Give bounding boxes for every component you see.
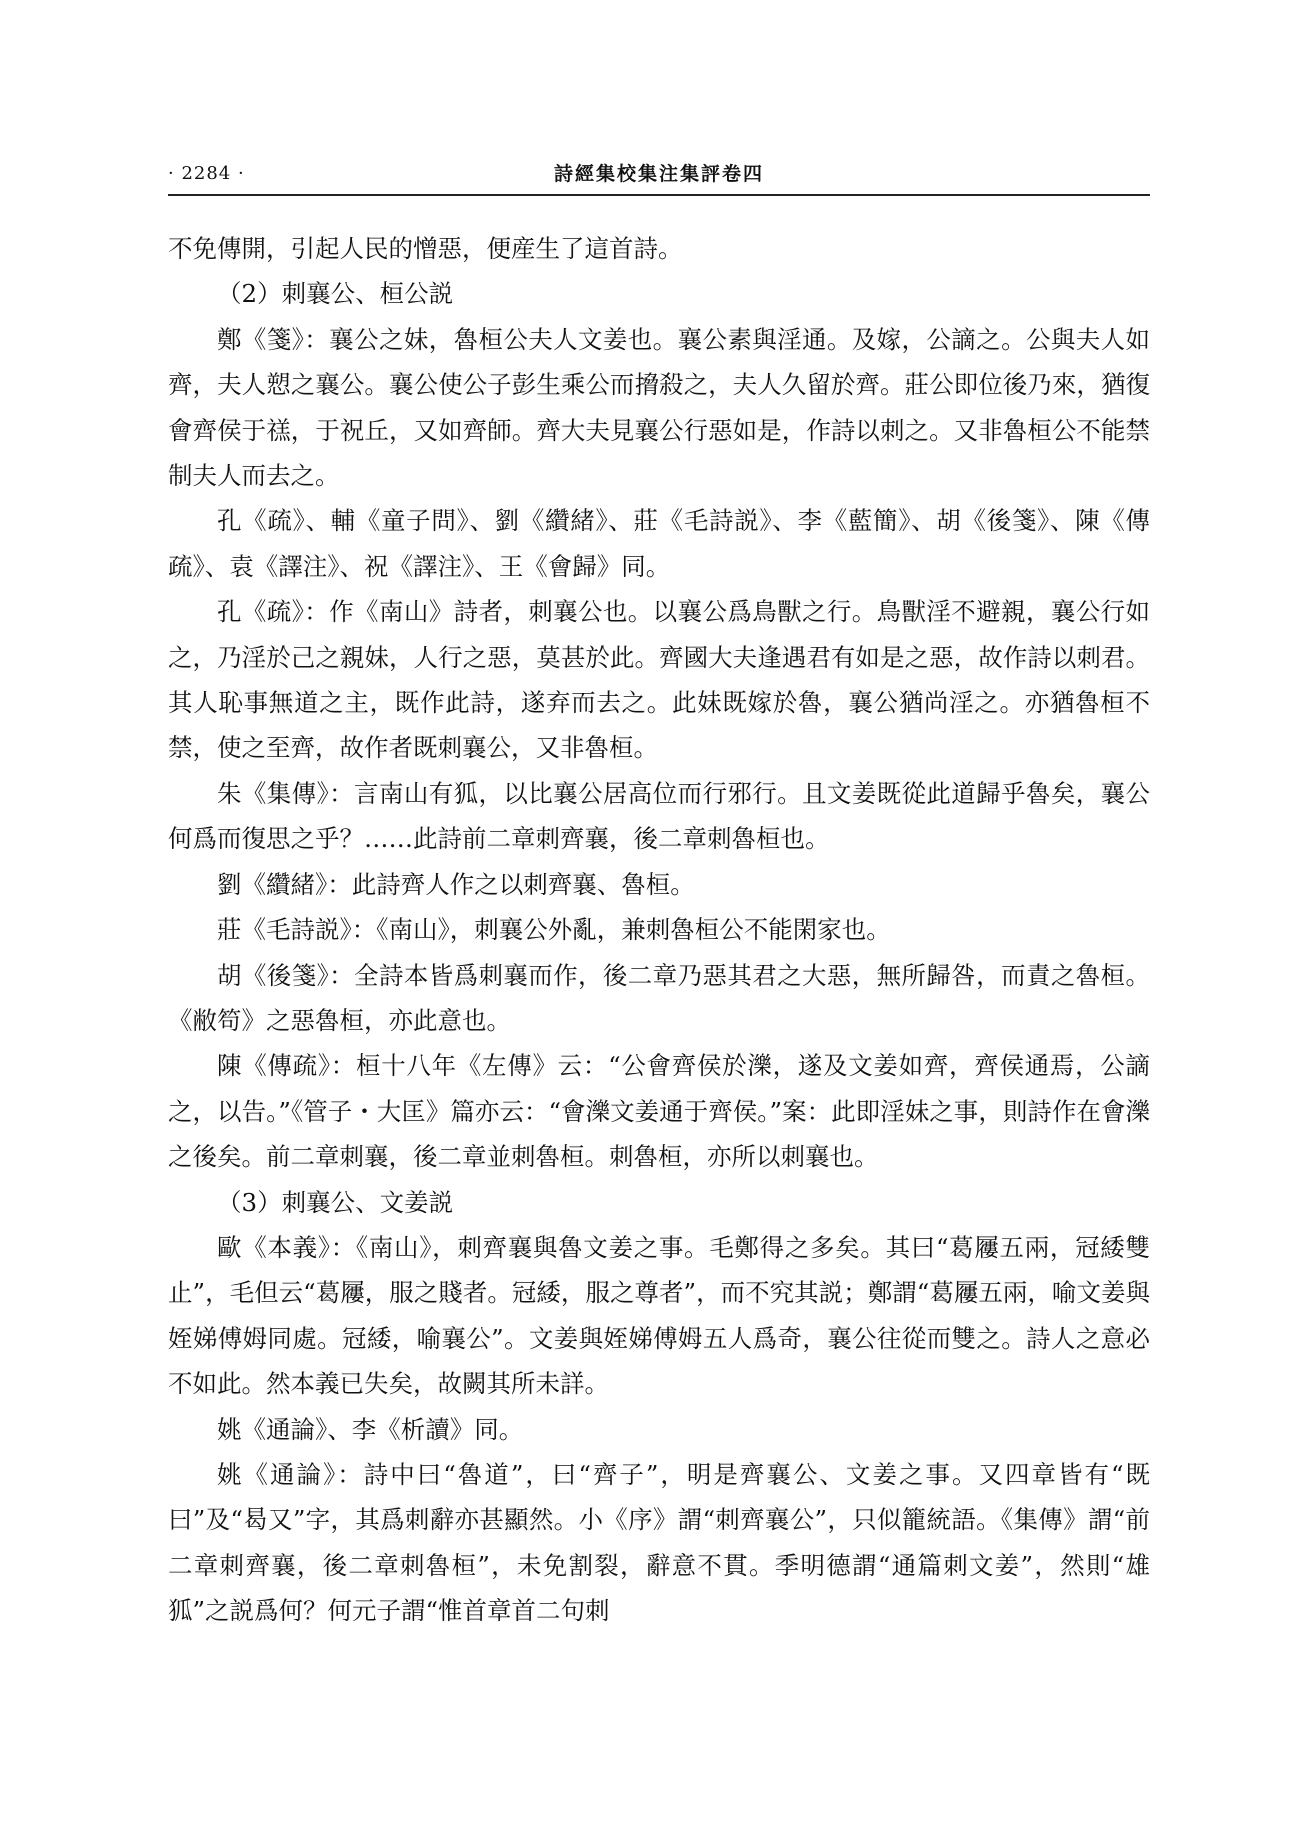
paragraph: 不免傳開，引起人民的憎惡，便産生了這首詩。 <box>168 234 683 263</box>
paragraph: 劉《纘緒》：此詩齊人作之以刺齊襄、魯桓。 <box>217 869 695 899</box>
paragraph: 孔《疏》、輔《童子問》、劉《纘緒》、莊《毛詩説》、李《藍簡》、胡《後箋》、陳《傳疏》、袁《譯注》、祝《譯注》、王《會歸》同。 <box>168 506 1150 581</box>
section-heading: （3）刺襄公、文姜説 <box>217 1187 454 1217</box>
body-text <box>168 226 1150 1634</box>
paragraph: 姚《通論》、李《析讀》同。 <box>217 1414 524 1444</box>
paragraph: 鄭《箋》：襄公之妹，魯桓公夫人文姜也。襄公素與淫通。及嫁，公謫之。公與夫人如齊，夫人愬之襄公。襄公使公子彭生乘公而搚殺之，夫人久留於齊。莊公即位後乃來，猶復會齊侯于禚，于祝丘，又如齊師。齊大夫見襄公行惡如是，作詩以刺之。又非魯桓公不能禁制夫人而去之。 <box>168 324 1150 491</box>
page-number: · 2284 · <box>168 163 245 184</box>
paragraph: 孔《疏》：作《南山》詩者，刺襄公也。以襄公爲鳥獸之行。鳥獸淫不避親，襄公行如之，乃淫於己之親妹，人行之惡，莫甚於此。齊國大夫逢遇君有如是之惡，故作詩以刺君。其人恥事無道之主，既作此詩，遂弃而去之。此妹既嫁於魯，襄公猶尚淫之。亦猶魯桓不禁，使之至齊，故作者既刺襄公，又非魯桓。 <box>168 597 1150 763</box>
paragraph: 胡《後箋》：全詩本皆爲刺襄而作，後二章乃惡其君之大惡，無所歸咎，而責之魯桓。《敝笱》之惡魯桓，亦此意也。 <box>168 960 1150 1035</box>
section-heading: （2）刺襄公、桓公説 <box>217 279 454 309</box>
header-rule <box>168 194 1150 196</box>
page-header <box>168 160 1150 196</box>
paragraph: 歐《本義》：《南山》，刺齊襄與魯文姜之事。毛鄭得之多矣。其曰“葛屨五兩，冠緌雙止”，毛但云“葛屨，服之賤者。冠緌，服之尊者”，而不究其説；鄭謂“葛屨五兩，喻文姜與姪娣傅姆同處。冠緌，喻襄公”。文姜與姪娣傅姆五人爲奇，襄公往從而雙之。詩人之意必不如此。然本義已失矣，故闕其所未詳。 <box>168 1232 1150 1399</box>
running-title: 詩經集校集注集評卷四 <box>553 163 764 185</box>
paragraph: 陳《傳疏》：桓十八年《左傳》云：“公會齊侯於濼，遂及文姜如齊，齊侯通焉，公謫之，以告。”《管子・大匡》篇亦云：“會濼文姜通于齊侯。”案：此即淫妹之事，則詩作在會濼之後矣。前二章刺襄，後二章並刺魯桓。刺魯桓，亦所以刺襄也。 <box>168 1051 1150 1172</box>
paragraph: 姚《通論》：詩中曰“魯道”，曰“齊子”，明是齊襄公、文姜之事。又四章皆有“既曰”及“曷又”字，其爲刺辭亦甚顯然。小《序》謂“刺齊襄公”，只似籠統語。《集傳》謂“前二章刺齊襄，後二章刺魯桓”，未免割裂，辭意不貫。季明德謂“通篇刺文姜”，然則“雄狐”之説爲何？何元子謂“惟首章首二句刺 <box>168 1459 1150 1626</box>
paragraph: 莊《毛詩説》：《南山》，刺襄公外亂，兼刺魯桓公不能閑家也。 <box>217 915 891 945</box>
paragraph: 朱《集傳》：言南山有狐，以比襄公居高位而行邪行。且文姜既從此道歸乎魯矣，襄公何爲而復思之乎？……此詩前二章刺齊襄，後二章刺魯桓也。 <box>168 778 1150 854</box>
